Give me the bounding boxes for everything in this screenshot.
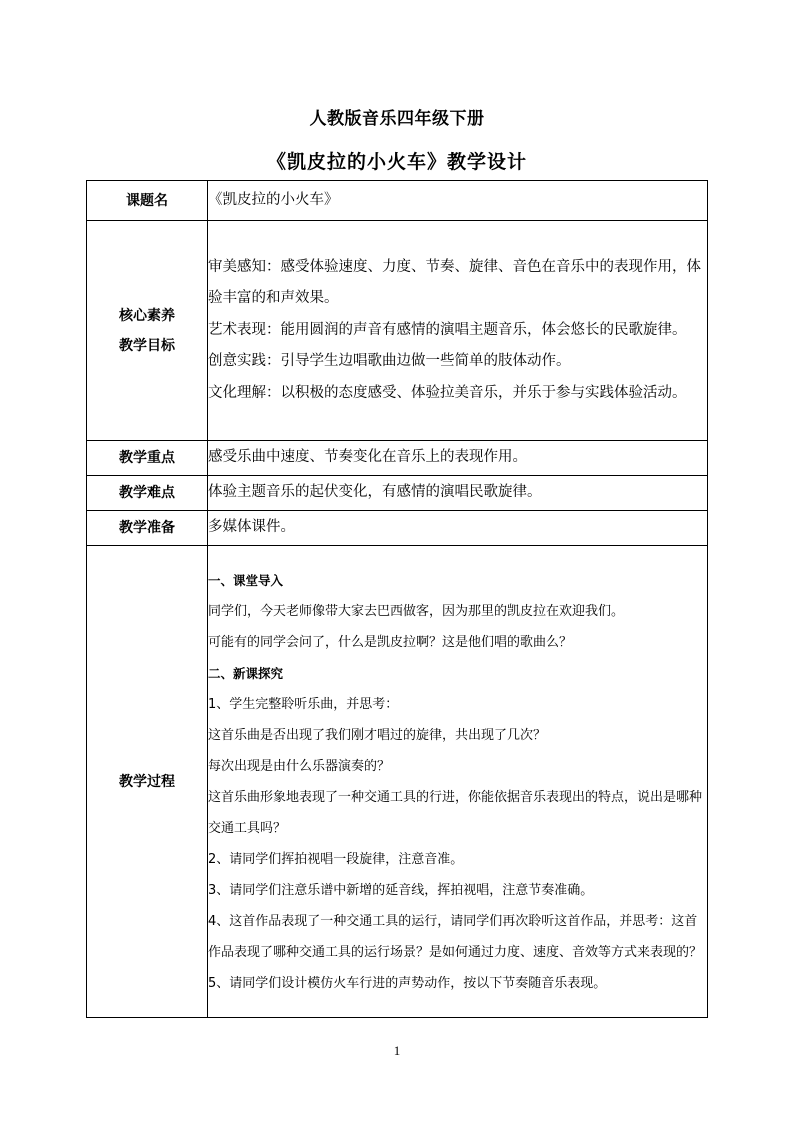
key-point-label: 教学重点 (87, 441, 208, 476)
lesson-plan-table (86, 180, 708, 1018)
table-row-difficulty (87, 476, 708, 511)
page-number: 1 (393, 1043, 401, 1058)
process-line: 这首乐曲是否出现了我们刚才唱过的旋律，共出现了几次？ (208, 727, 547, 743)
difficulty-value: 体验主题音乐的起伏变化，有感情的演唱民歌旋律。 (208, 476, 708, 511)
document-title: 人教版音乐四年级下册 (309, 109, 485, 129)
process-line: 每次出现是由什么乐器演奏的？ (208, 758, 391, 774)
key-point-value: 感受乐曲中速度、节奏变化在音乐上的表现作用。 (208, 441, 708, 476)
table-row-goals (87, 221, 708, 441)
process-line: 可能有的同学会问了，什么是凯皮拉啊？这是他们唱的歌曲么？ (208, 634, 573, 650)
topic-label: 课题名 (87, 181, 208, 221)
process-value (208, 546, 708, 1018)
process-label: 教学过程 (87, 546, 208, 1018)
table-row-preparation (87, 511, 708, 546)
goals-value (208, 221, 708, 441)
difficulty-label: 教学难点 (87, 476, 208, 511)
preparation-label: 教学准备 (87, 511, 208, 546)
document-subtitle: 《凯皮拉的小火车》教学设计 (266, 151, 527, 173)
process-line: 3、请同学们注意乐谱中新增的延音线，挥拍视唱，注意节奏准确。 (208, 882, 594, 898)
process-line: 4、这首作品表现了一种交通工具的运行，请同学们再次聆听这首作品，并思考：这首作品表现了哪种交通工具的运行场景？是如何通过力度、速度、音效等方式来表现的？ (208, 913, 703, 960)
goals-label (87, 221, 208, 441)
process-section-heading: 二、新课探究 (208, 665, 284, 681)
topic-value: 《凯皮拉的小火车》 (208, 181, 708, 221)
process-line: 这首乐曲形象地表现了一种交通工具的行进，你能依据音乐表现出的特点，说出是哪种交通工具吗？ (208, 789, 703, 836)
goal-culture: 文化理解：以积极的态度感受、体验拉美音乐，并乐于参与实践体验活动。 (208, 384, 687, 401)
goals-label-line1: 核心素养 (119, 307, 175, 324)
goal-aesthetic: 审美感知：感受体验速度、力度、节奏、旋律、音色在音乐中的表现作用，体验丰富的和声效果。 (208, 258, 701, 307)
process-section-heading: 一、课堂导入 (208, 572, 284, 588)
table-row-key-point (87, 441, 708, 476)
process-line: 同学们，今天老师像带大家去巴西做客，因为那里的凯皮拉在欢迎我们。 (208, 603, 625, 619)
process-line: 2、请同学们挥拍视唱一段旋律，注意音准。 (208, 851, 464, 867)
table-row-topic (87, 181, 708, 221)
goal-expression: 艺术表现：能用圆润的声音有感情的演唱主题音乐，体会悠长的民歌旋律。 (208, 321, 687, 338)
goal-creativity: 创意实践：引导学生边唱歌曲边做一些简单的肢体动作。 (208, 353, 571, 370)
process-line: 1、学生完整聆听乐曲，并思考： (208, 696, 399, 712)
goals-label-line2: 教学目标 (119, 337, 175, 354)
table-row-process (87, 546, 708, 1018)
preparation-value: 多媒体课件。 (208, 511, 708, 546)
process-line: 5、请同学们设计模仿火车行进的声势动作，按以下节奏随音乐表现。 (208, 975, 607, 991)
